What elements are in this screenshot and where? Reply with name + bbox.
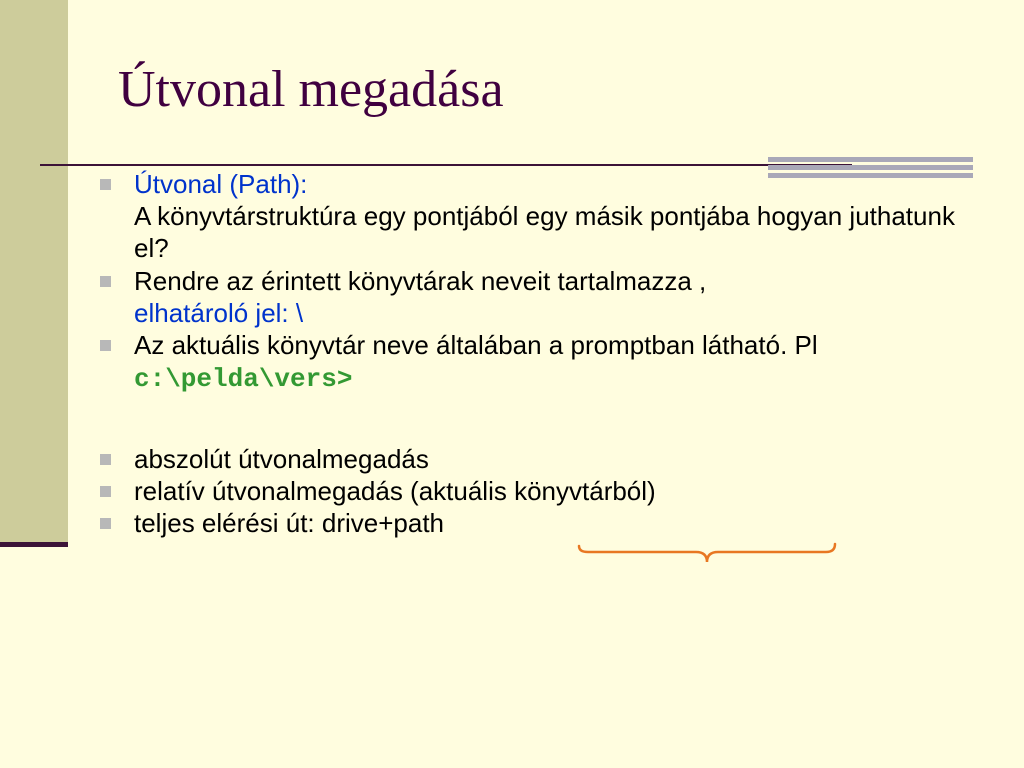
list-item — [100, 329, 980, 395]
list-item — [100, 443, 980, 475]
square-bullet-icon — [100, 518, 111, 529]
path-term: Útvonal (Path): — [134, 169, 308, 199]
title-underline — [40, 164, 852, 166]
curly-brace-icon — [576, 540, 838, 570]
prompt-example-code: c:\pelda\vers> — [134, 364, 353, 395]
square-bullet-icon — [100, 454, 111, 465]
bullet-text: relatív útvonalmegadás (aktuális könyvtárból) — [134, 475, 656, 506]
list-item — [100, 475, 980, 507]
square-bullet-icon — [100, 340, 111, 351]
bullet-text: Az aktuális könyvtár neve általában a promptban látható. Pl — [134, 330, 818, 361]
bullet-text: Rendre az érintett könyvtárak neveit tartalmazza , — [134, 265, 707, 296]
path-definition: A könyvtárstruktúra egy pontjából egy másik pontjába hogyan juthatunk el? — [134, 201, 955, 264]
square-bullet-icon — [100, 179, 111, 190]
slide-title: Útvonal megadása — [118, 61, 504, 118]
list-item — [100, 168, 980, 265]
left-bar-base-line — [0, 542, 68, 547]
square-bullet-icon — [100, 276, 111, 287]
list-item — [100, 265, 980, 329]
bullet-list — [100, 168, 980, 539]
bullet-text: abszolút útvonalmegadás — [134, 443, 429, 474]
bullet-text: teljes elérési út: drive+path — [134, 508, 445, 539]
left-decorative-bar — [0, 0, 68, 542]
separator-note: elhatároló jel: \ — [134, 297, 304, 328]
square-bullet-icon — [100, 486, 111, 497]
list-item — [100, 507, 980, 539]
